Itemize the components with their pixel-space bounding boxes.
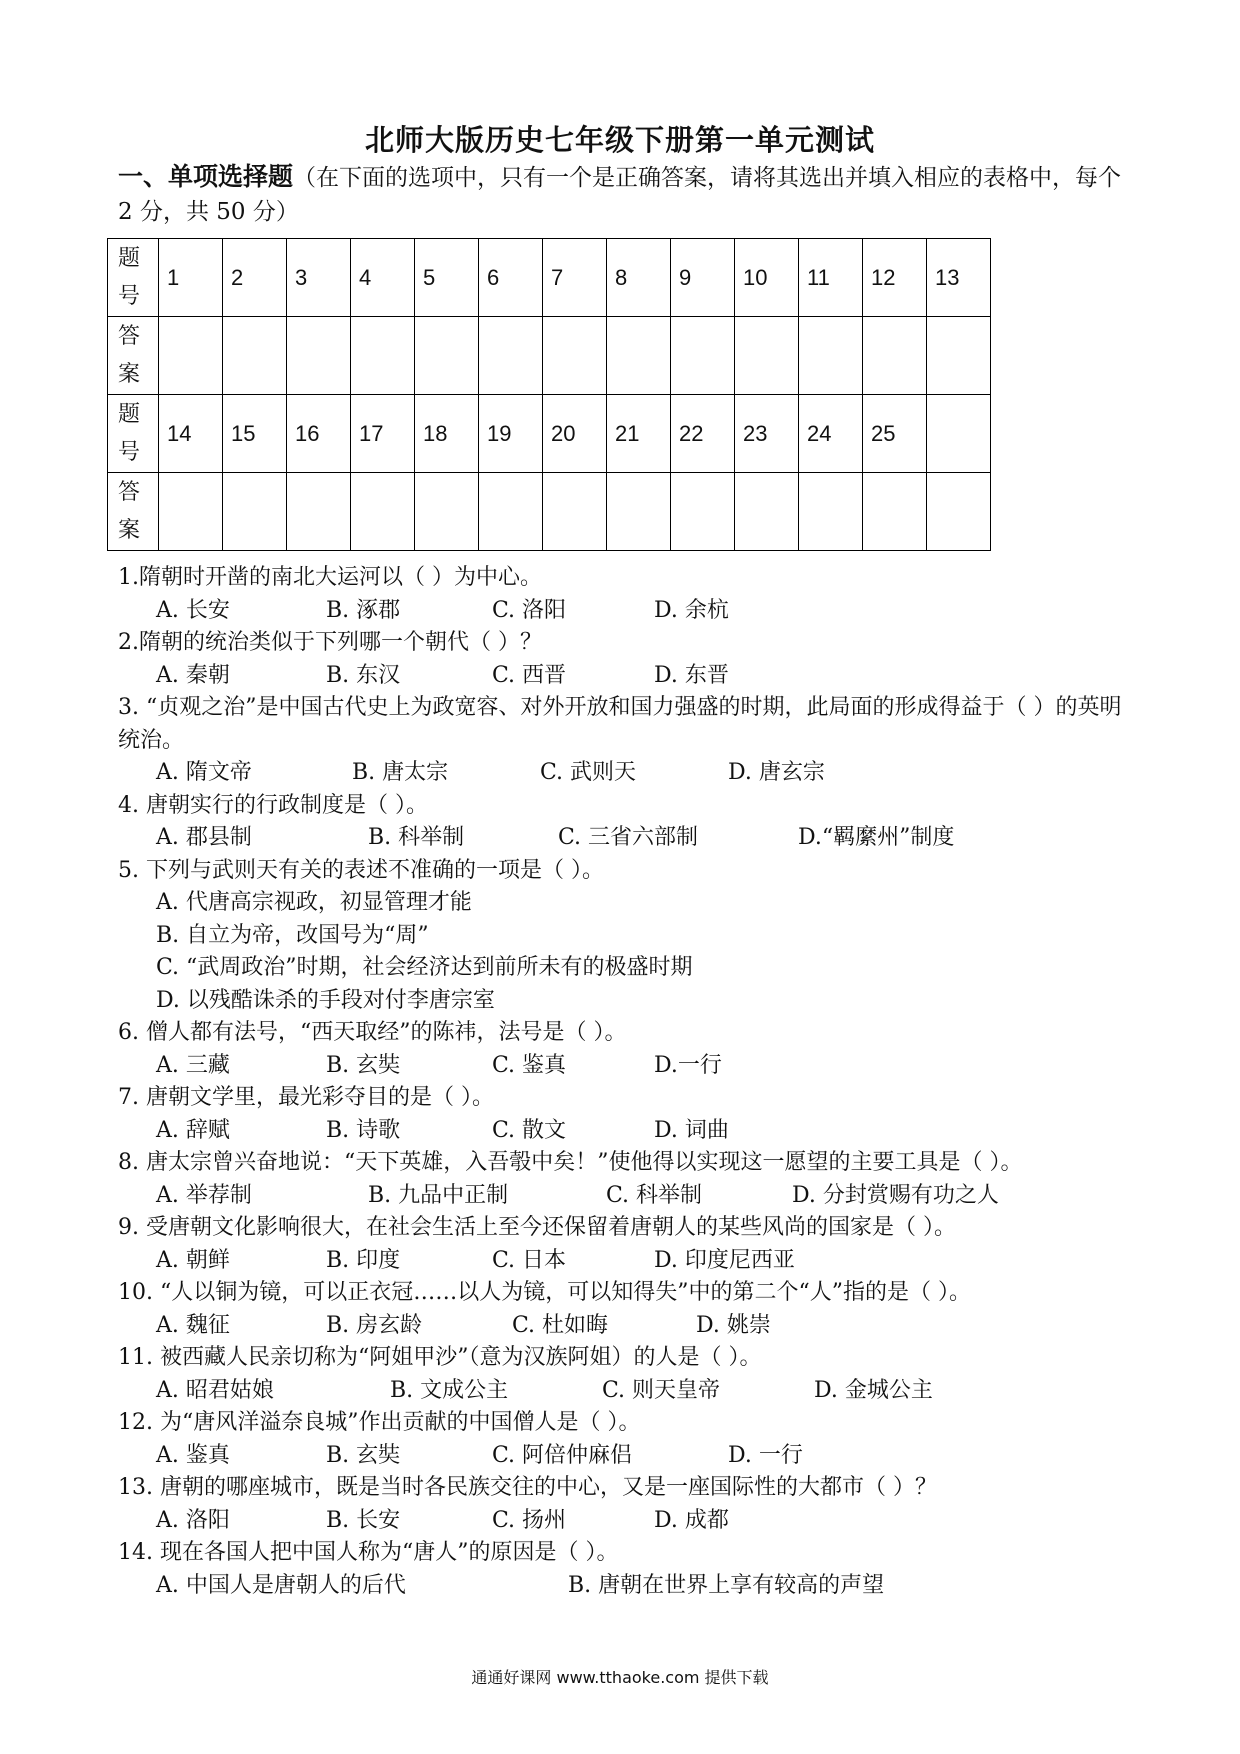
- question-item: [118, 1472, 1130, 1537]
- answer-cell[interactable]: [543, 317, 607, 395]
- table-cell-number: 5: [415, 239, 479, 317]
- option-b[interactable]: B. 玄奘: [326, 1052, 401, 1078]
- table-cell-number: 20: [543, 395, 607, 473]
- question-item: [118, 1342, 1130, 1407]
- option-d[interactable]: D. 金城公主: [814, 1377, 933, 1403]
- section-instruction: （在下面的选项中，只有一个是正确答案，请将其选出并填入相应的表格中，每个 2 分，共 50 分）: [118, 165, 1122, 225]
- answer-cell[interactable]: [223, 473, 287, 551]
- question-item: [118, 1407, 1130, 1472]
- question-item: [118, 1147, 1130, 1212]
- answer-cell[interactable]: [159, 317, 223, 395]
- option-b[interactable]: B. 房玄龄: [326, 1312, 423, 1338]
- option-b[interactable]: B. 长安: [326, 1507, 401, 1533]
- option-a[interactable]: A. 鉴真: [156, 1442, 230, 1468]
- option-d[interactable]: D. 唐玄宗: [728, 760, 825, 785]
- option-d[interactable]: D. 一行: [728, 1442, 803, 1468]
- question-item: [118, 627, 1130, 692]
- answer-cell[interactable]: [479, 473, 543, 551]
- option-row: [118, 1570, 1130, 1603]
- option-d[interactable]: D. 余杭: [654, 597, 729, 623]
- option-c[interactable]: C. “武周政治”时期，社会经济达到前所未有的极盛时期: [156, 955, 693, 980]
- option-a[interactable]: A. 洛阳: [156, 1507, 230, 1533]
- answer-cell[interactable]: [671, 473, 735, 551]
- option-d[interactable]: D. 印度尼西亚: [654, 1247, 795, 1273]
- option-b[interactable]: B. 印度: [326, 1247, 401, 1273]
- option-b[interactable]: B. 文成公主: [390, 1377, 509, 1403]
- answer-cell[interactable]: [415, 317, 479, 395]
- answer-cell[interactable]: [159, 473, 223, 551]
- option-d[interactable]: D. 词曲: [654, 1117, 729, 1143]
- answer-cell[interactable]: [607, 317, 671, 395]
- option-a[interactable]: A. 举荐制: [156, 1182, 252, 1208]
- question-stem: 11. 被西藏人民亲切称为“阿姐甲沙”（意为汉族阿姐）的人是（ ）。: [118, 1345, 762, 1370]
- option-d[interactable]: D. 东晋: [654, 662, 729, 688]
- option-c[interactable]: C. 三省六部制: [558, 825, 699, 850]
- option-row: [118, 1180, 1130, 1213]
- table-cell-number: 22: [671, 395, 735, 473]
- question-stem: 7. 唐朝文学里，最光彩夺目的是（ ）。: [118, 1085, 494, 1110]
- option-b[interactable]: B. 玄奘: [326, 1442, 401, 1468]
- option-a[interactable]: A. 魏征: [156, 1312, 230, 1338]
- option-b[interactable]: B. 九品中正制: [368, 1182, 509, 1208]
- question-item: [118, 790, 1130, 855]
- table-cell-number: 7: [543, 239, 607, 317]
- option-c[interactable]: C. 散文: [492, 1117, 567, 1143]
- table-cell-number: 6: [479, 239, 543, 317]
- question-stem: 13. 唐朝的哪座城市，既是当时各民族交往的中心，又是一座国际性的大都市（ ）？: [118, 1475, 937, 1500]
- question-stem: 3. “贞观之治”是中国古代史上为政宽容、对外开放和国力强盛的时期，此局面的形成得益于（ ）的英明统治。: [118, 695, 1122, 753]
- answer-cell[interactable]: [735, 317, 799, 395]
- option-c[interactable]: C. 武则天: [540, 760, 637, 785]
- page-title: 北师大版历史七年级下册第一单元测试: [364, 123, 875, 157]
- table-cell-number: 9: [671, 239, 735, 317]
- question-item: [118, 692, 1130, 790]
- option-a[interactable]: A. 代唐高宗视政，初显管理才能: [156, 890, 472, 915]
- option-b[interactable]: B. 科举制: [368, 825, 465, 850]
- table-cell-number: 13: [927, 239, 991, 317]
- table-cell-number: 3: [287, 239, 351, 317]
- table-cell-number: 25: [863, 395, 927, 473]
- question-item: [118, 1277, 1130, 1342]
- answer-cell[interactable]: [799, 473, 863, 551]
- section-heading: [118, 160, 1128, 229]
- table-cell-number: 23: [735, 395, 799, 473]
- option-b[interactable]: B. 自立为帝，改国号为“周”: [156, 922, 429, 948]
- table-label-answer: 答案: [108, 473, 159, 551]
- answer-cell[interactable]: [351, 317, 415, 395]
- table-cell-number: 18: [415, 395, 479, 473]
- question-stem: 8. 唐太宗曾兴奋地说：“天下英雄，入吾彀中矣！”使他得以实现这一愿望的主要工具是（ ）。: [118, 1150, 1023, 1175]
- option-d[interactable]: D. 成都: [654, 1507, 729, 1533]
- option-a[interactable]: A. 中国人是唐朝人的后代: [156, 1572, 406, 1598]
- question-stem: 5. 下列与武则天有关的表述不准确的一项是（ ）。: [118, 857, 604, 883]
- question-stem: 10. “人以铜为镜，可以正衣冠……以人为镜，可以知得失”中的第二个“人”指的是（ ）。: [118, 1280, 971, 1305]
- option-d[interactable]: D. 以残酷诛杀的手段对付李唐宗室: [156, 987, 495, 1013]
- table-cell-number: 12: [863, 239, 927, 317]
- option-row: [118, 757, 1130, 790]
- option-c[interactable]: C. 则天皇帝: [602, 1377, 721, 1403]
- table-cell-number: 21: [607, 395, 671, 473]
- table-cell-number: 19: [479, 395, 543, 473]
- option-a[interactable]: A. 秦朝: [156, 662, 230, 688]
- option-d[interactable]: D. 分封赏赐有功之人: [792, 1182, 999, 1208]
- option-row: [118, 1375, 1130, 1408]
- option-a[interactable]: A. 长安: [156, 597, 230, 623]
- question-stem: 6. 僧人都有法号，“西天取经”的陈祎，法号是（ ）。: [118, 1020, 627, 1045]
- question-list: [118, 562, 1130, 1602]
- table-cell-number: 8: [607, 239, 671, 317]
- option-b[interactable]: B. 唐太宗: [352, 760, 449, 785]
- table-label-answer: 答案: [108, 317, 159, 395]
- table-cell-number: 17: [351, 395, 415, 473]
- table-cell-number: 2: [223, 239, 287, 317]
- option-row: [118, 1245, 1130, 1278]
- table-row-answers-1: [108, 317, 991, 395]
- answer-cell[interactable]: [415, 473, 479, 551]
- option-a[interactable]: A. 辞赋: [156, 1117, 230, 1143]
- question-item: [118, 855, 1130, 1018]
- answer-cell[interactable]: [479, 317, 543, 395]
- table-cell-number: 1: [159, 239, 223, 317]
- option-row: [118, 1050, 1130, 1083]
- option-b[interactable]: B. 诗歌: [326, 1117, 401, 1143]
- answer-cell[interactable]: [287, 473, 351, 551]
- option-b[interactable]: B. 涿郡: [326, 597, 401, 623]
- option-row: [118, 595, 1130, 628]
- option-a[interactable]: A. 昭君姑娘: [156, 1377, 274, 1403]
- option-a[interactable]: A. 朝鲜: [156, 1247, 230, 1273]
- table-row-answers-2: [108, 473, 991, 551]
- option-row: [118, 1115, 1130, 1148]
- answer-cell[interactable]: [543, 473, 607, 551]
- option-row: [118, 1440, 1130, 1473]
- table-cell-number: 10: [735, 239, 799, 317]
- table-cell-number: 24: [799, 395, 863, 473]
- option-c[interactable]: C. 日本: [492, 1247, 567, 1273]
- table-label-number: 题号: [108, 395, 159, 473]
- option-c[interactable]: C. 洛阳: [492, 597, 567, 623]
- answer-cell[interactable]: [863, 317, 927, 395]
- option-c[interactable]: C. 阿倍仲麻侣: [492, 1442, 633, 1468]
- option-a[interactable]: A. 隋文帝: [156, 760, 252, 785]
- option-d[interactable]: D.“羁縻州”制度: [798, 825, 955, 850]
- table-cell-number: [927, 395, 991, 473]
- answer-cell[interactable]: [927, 317, 991, 395]
- option-row: [118, 1310, 1130, 1343]
- question-item: [118, 1082, 1130, 1147]
- section-title: 一、单项选择题: [118, 162, 294, 191]
- option-d[interactable]: D. 姚崇: [696, 1312, 771, 1338]
- answer-cell[interactable]: [607, 473, 671, 551]
- question-stem: 14. 现在各国人把中国人称为“唐人”的原因是（ ）。: [118, 1540, 619, 1565]
- answer-cell[interactable]: [671, 317, 735, 395]
- option-c[interactable]: C. 扬州: [492, 1507, 567, 1533]
- option-b[interactable]: B. 东汉: [326, 662, 401, 688]
- question-item: [118, 1537, 1130, 1602]
- answer-cell[interactable]: [927, 473, 991, 551]
- option-c[interactable]: C. 杜如晦: [512, 1312, 609, 1338]
- option-row: [118, 1505, 1130, 1538]
- question-stem: 4. 唐朝实行的行政制度是（ ）。: [118, 792, 428, 818]
- option-a[interactable]: A. 郡县制: [156, 825, 252, 850]
- option-c[interactable]: C. 西晋: [492, 662, 567, 688]
- option-d[interactable]: D.一行: [654, 1052, 722, 1078]
- answer-cell[interactable]: [351, 473, 415, 551]
- table-cell-number: 11: [799, 239, 863, 317]
- answer-cell[interactable]: [799, 317, 863, 395]
- question-item: [118, 1017, 1130, 1082]
- answer-cell[interactable]: [863, 473, 927, 551]
- answer-cell[interactable]: [223, 317, 287, 395]
- table-cell-number: 15: [223, 395, 287, 473]
- table-cell-number: 4: [351, 239, 415, 317]
- question-stem: 1.隋朝时开凿的南北大运河以（ ）为中心。: [118, 565, 542, 590]
- option-b[interactable]: B. 唐朝在世界上享有较高的声望: [568, 1572, 885, 1598]
- question-stem: 2.隋朝的统治类似于下列哪一个朝代（ ）？: [118, 630, 542, 655]
- table-row-numbers-2: [108, 395, 991, 473]
- table-cell-number: 14: [159, 395, 223, 473]
- table-row-numbers-1: [108, 239, 991, 317]
- option-c[interactable]: C. 鉴真: [492, 1052, 567, 1078]
- table-cell-number: 16: [287, 395, 351, 473]
- question-item: [118, 562, 1130, 627]
- option-a[interactable]: A. 三藏: [156, 1052, 230, 1078]
- question-item: [118, 1212, 1130, 1277]
- answer-table: [107, 238, 991, 551]
- question-stem: 12. 为“唐风洋溢奈良城”作出贡献的中国僧人是（ ）。: [118, 1410, 641, 1435]
- answer-cell[interactable]: [287, 317, 351, 395]
- option-row: [118, 660, 1130, 693]
- option-c[interactable]: C. 科举制: [606, 1182, 703, 1208]
- table-label-number: 题号: [108, 239, 159, 317]
- question-stem: 9. 受唐朝文化影响很大，在社会生活上至今还保留着唐朝人的某些风尚的国家是（ ）。: [118, 1215, 956, 1240]
- footer-source: 通通好课网 www.tthaoke.com 提供下载: [471, 1668, 769, 1687]
- answer-cell[interactable]: [735, 473, 799, 551]
- option-row: [118, 822, 1130, 855]
